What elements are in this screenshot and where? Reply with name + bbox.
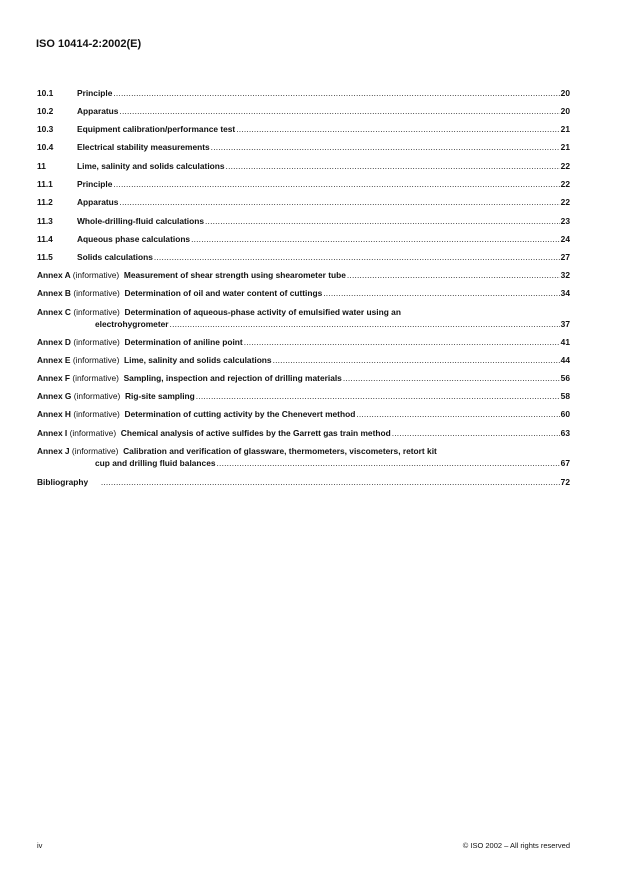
toc-page-number: 22 [560,179,570,189]
toc-annex-label: Annex C [37,307,71,317]
toc-entry-line [37,428,570,438]
toc-entry-title: Aqueous phase calculations [77,234,191,244]
toc-annex-label: Annex E [37,355,71,365]
toc-entry-title: Solids calculations [77,252,153,262]
dot-leader [119,197,559,207]
dot-leader [154,252,560,262]
toc-entry-title: Equipment calibration/performance test [77,124,236,134]
toc-annex-label: Annex G [37,391,72,401]
dot-leader [101,477,560,487]
toc-annex-label: Annex D [37,337,71,347]
toc-entry-title: Lime, salinity and solids calculations [77,161,225,171]
dot-leader [343,373,560,383]
dot-leader [323,288,559,298]
toc-entry-title: Principle [77,179,113,189]
dot-leader [113,88,559,98]
toc-page-number: 63 [560,428,570,438]
toc-page-number: 32 [560,270,570,280]
dot-leader [356,409,559,419]
toc-entry[interactable] [37,252,570,262]
toc-page-number: 24 [560,234,570,244]
toc-entry[interactable] [37,270,570,280]
toc-annex-label: Bibliography [37,477,89,487]
toc-entry-line [37,391,570,401]
toc-annex-heading [37,307,401,317]
toc-annex-heading [37,355,272,365]
toc-entry[interactable] [37,409,570,419]
toc-entry-title: Determination of aqueous-phase activity of emulsified water using an [124,307,401,317]
dot-leader [244,337,560,347]
toc-entry-line [37,234,570,244]
toc-page-number: 72 [560,477,570,487]
dot-leader [205,216,560,226]
toc-section-number: 10.4 [37,142,54,152]
toc-section-number: 11.4 [37,234,53,244]
toc-annex-heading [37,288,322,298]
toc-page-number: 20 [560,88,570,98]
toc-entry-line [37,124,570,134]
toc-section-number: 10.2 [37,106,54,116]
dot-leader [236,124,559,134]
toc-entry[interactable] [37,477,570,487]
toc-annex-heading [37,409,355,419]
toc-page-number: 44 [560,355,570,365]
toc-page-number: 27 [560,252,570,262]
toc-page-number: 56 [560,373,570,383]
toc-entry-title: Sampling, inspection and rejection of drilling materials [123,373,342,383]
dot-leader [196,391,560,401]
toc-entry-title: Whole-drilling-fluid calculations [77,216,205,226]
toc-entry-title: Electrical stability measurements [77,142,210,152]
toc-page-number: 41 [560,337,570,347]
toc-section-number: 11 [37,161,46,171]
toc-entry-line [37,373,570,383]
toc-annex-note: (informative) [72,270,120,280]
dot-leader [170,319,560,329]
toc-entry-title: Measurement of shear strength using shearometer tube [123,270,346,280]
toc-page-number: 60 [560,409,570,419]
dot-leader [113,179,559,189]
copyright-notice: © ISO 2002 – All rights reserved [462,841,570,850]
toc-entry-line [37,252,570,262]
toc-entry-title-continued: electrohygrometer [95,319,169,329]
toc-annex-note: (informative) [73,391,121,401]
toc-entry-line [37,477,570,487]
toc-section-number: 11.3 [37,216,53,226]
toc-entry-line [37,161,570,171]
toc-annex-heading [37,446,437,456]
toc-entry-title: Chemical analysis of active sulfides by the Garrett gas train method [120,428,391,438]
toc-entry[interactable] [37,179,570,189]
toc-entry[interactable] [37,288,570,298]
toc-annex-note: (informative) [73,307,120,317]
toc-annex-heading [37,477,88,487]
toc-entry-line [37,142,570,152]
toc-entry[interactable] [37,391,570,401]
toc-entry[interactable] [37,88,570,98]
toc-entry-line [37,307,570,317]
toc-annex-note: (informative) [69,428,117,438]
toc-entry-title: Determination of aniline point [124,337,243,347]
toc-page-number: 21 [560,142,570,152]
toc-page-number: 22 [560,161,570,171]
toc-entry-title: Apparatus [77,197,119,207]
toc-entry[interactable] [37,124,570,134]
toc-section-number: 11.2 [37,197,53,207]
toc-entry-title: Lime, salinity and solids calculations [124,355,272,365]
toc-entry-title: Apparatus [77,106,119,116]
toc-entry-title-continued: cup and drilling fluid balances [95,458,216,468]
toc-section-number: 10.3 [37,124,54,134]
toc-entry-title: Determination of cutting activity by the Chenevert method [124,409,356,419]
toc-entry-title: Principle [77,88,113,98]
toc-page-number: 67 [560,458,570,468]
toc-entry-line [37,216,570,226]
toc-entry-line [37,106,570,116]
toc-annex-note: (informative) [73,288,120,298]
page-number: iv [37,841,43,850]
toc-annex-label: Annex A [37,270,71,280]
toc-entry[interactable] [37,337,570,347]
toc-entry[interactable] [37,373,570,383]
dot-leader [226,161,560,171]
toc-annex-note: (informative) [71,446,119,456]
toc-annex-note: (informative) [72,373,119,383]
toc-entry-title: Calibration and verification of glassware, thermometers, viscometers, retort kit [123,446,437,456]
toc-annex-label: Annex B [37,288,71,298]
toc-entry-line [37,446,570,456]
toc-annex-heading [37,337,243,347]
dot-leader [347,270,560,280]
toc-page-number: 58 [560,391,570,401]
toc-annex-label: Annex J [37,446,70,456]
spacer [88,477,100,487]
toc-section-number: 11.5 [37,252,53,262]
dot-leader [211,142,560,152]
toc-entry-line [37,179,570,189]
toc-page-number: 22 [560,197,570,207]
toc-entry[interactable] [37,106,570,116]
toc-annex-heading [37,270,346,280]
toc-entry[interactable] [37,234,570,244]
dot-leader [217,458,560,468]
toc-page-number: 21 [560,124,570,134]
dot-leader [273,355,560,365]
dot-leader [191,234,560,244]
toc-entry-line [37,270,570,280]
toc-annex-note: (informative) [73,337,120,347]
toc-annex-heading [37,428,391,438]
toc-annex-label: Annex I [37,428,68,438]
toc-entry[interactable] [37,161,570,171]
toc-entry-title: Rig-site sampling [124,391,195,401]
toc-entry-line [37,337,570,347]
toc-page-number: 20 [560,106,570,116]
dot-leader [119,106,559,116]
toc-entry[interactable] [37,307,570,329]
toc-entry-line [37,409,570,419]
toc-section-number: 11.1 [37,179,53,189]
toc-annex-note: (informative) [72,355,120,365]
toc-entry-line [37,319,570,329]
toc-annex-label: Annex F [37,373,71,383]
dot-leader [392,428,560,438]
toc-entry[interactable] [37,428,570,438]
toc-entry-line [37,458,570,468]
toc-entry[interactable] [37,142,570,152]
toc-entry-title: Determination of oil and water content of cuttings [124,288,323,298]
toc-page-number: 34 [560,288,570,298]
toc-annex-note: (informative) [73,409,120,419]
toc-entry[interactable] [37,216,570,226]
toc-page-number: 23 [560,216,570,226]
toc-annex-label: Annex H [37,409,71,419]
toc-entry[interactable] [37,197,570,207]
toc-entry-line [37,288,570,298]
toc-annex-heading [37,373,342,383]
toc-section-number: 10.1 [37,88,54,98]
toc-entry-line [37,197,570,207]
document-id-header: ISO 10414-2:2002(E) [36,38,142,50]
toc-page-number: 37 [560,319,570,329]
toc-entry-line [37,88,570,98]
toc-annex-heading [37,391,195,401]
toc-entry[interactable] [37,446,570,468]
toc-entry[interactable] [37,355,570,365]
toc-entry-line [37,355,570,365]
